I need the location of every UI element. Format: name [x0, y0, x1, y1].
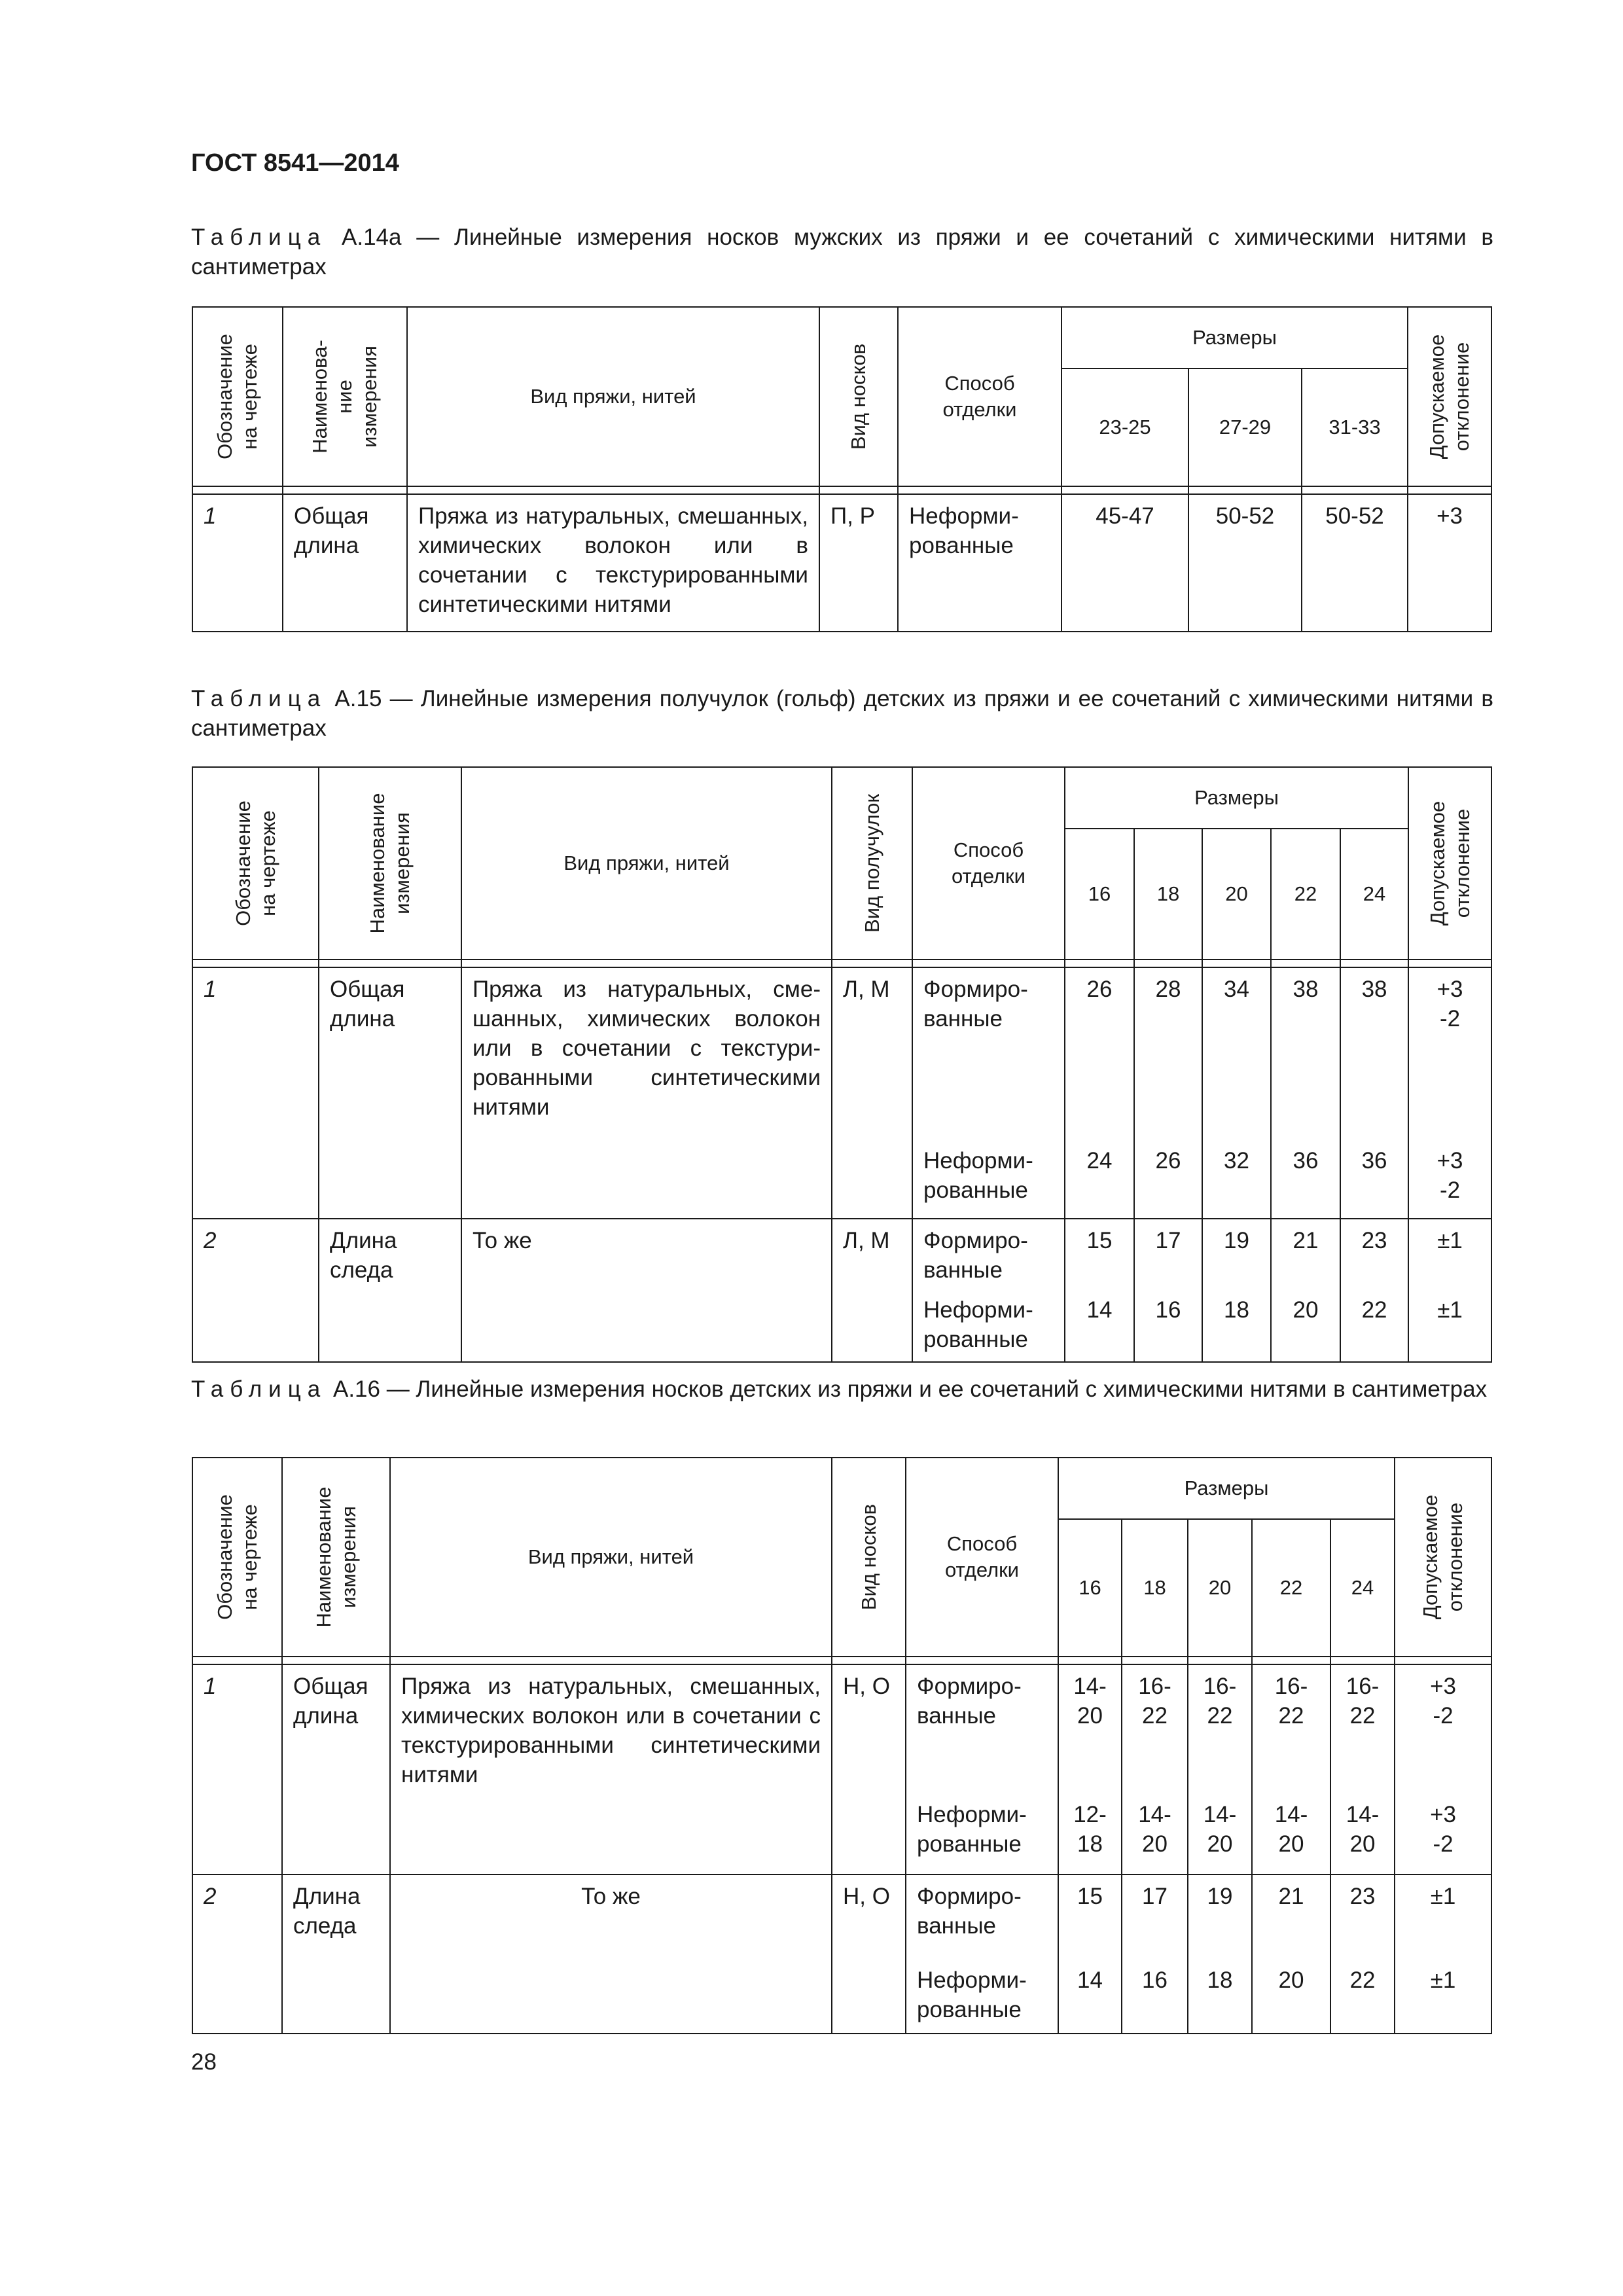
header-tolerance: Допускаемое отклонение: [1395, 1458, 1491, 1657]
size-value: 16- 22 14- 20: [1330, 1664, 1395, 1874]
header-yarn: Вид пряжи, нитей: [390, 1458, 832, 1657]
size-value: 50-52: [1188, 494, 1302, 632]
finish-method: Формиро- ванные Неформи- рованные: [906, 1664, 1058, 1874]
size-value: 45-47: [1061, 494, 1188, 632]
header-sizes: Размеры: [1061, 307, 1408, 368]
size-value: 38 36: [1271, 967, 1340, 1219]
finish-method: Формиро- ванные Неформи- рованные: [906, 1874, 1058, 2034]
finish-method: Неформи- рованные: [898, 494, 1061, 632]
header-yarn: Вид пряжи, нитей: [461, 767, 832, 960]
sock-type: П, Р: [819, 494, 898, 632]
size-header: 24: [1340, 829, 1408, 960]
header-name: Наименование измерения: [319, 767, 461, 960]
size-header: 20: [1188, 1519, 1252, 1657]
table-14a: [192, 306, 1492, 632]
table-15-caption: [191, 684, 1493, 743]
header-type: Вид получулок: [832, 767, 912, 960]
halfhose-type: Л, М: [832, 967, 912, 1219]
size-header: 18: [1122, 1519, 1188, 1657]
table-14a-caption: [191, 223, 1493, 281]
size-value: 15 14: [1065, 1219, 1134, 1362]
size-header: 18: [1134, 829, 1202, 960]
finish-method: Формиро- ванные Неформи- рованные: [912, 1219, 1065, 1362]
size-value: 19 18: [1202, 1219, 1271, 1362]
size-header: 16: [1065, 829, 1134, 960]
tolerance-value: +3 -2 +3 -2: [1408, 967, 1491, 1219]
row-number: 2: [192, 1874, 282, 2034]
size-header: 16: [1058, 1519, 1122, 1657]
size-header: 31-33: [1302, 368, 1408, 486]
sock-type: Н, О: [832, 1664, 906, 1874]
header-finish: Способ отделки: [906, 1458, 1058, 1657]
header-yarn: Вид пряжи, нитей: [407, 307, 819, 486]
size-value: 21 20: [1271, 1219, 1340, 1362]
header-name: Наименова- ние измерения: [283, 307, 407, 486]
tolerance-value: ±1 ±1: [1408, 1219, 1491, 1362]
table-16: [192, 1457, 1492, 2034]
yarn-type: Пряжа из натуральных, смешанных, химических волокон или в сочетании с текстурированными синтетическими нитями: [461, 967, 832, 1219]
size-header: 24: [1330, 1519, 1395, 1657]
document-header: ГОСТ 8541—2014: [191, 149, 399, 177]
size-header: 23-25: [1061, 368, 1188, 486]
header-designation: Обозначение на чертеже: [192, 1458, 282, 1657]
row-number: 2: [192, 1219, 319, 1362]
row-number: 1: [192, 967, 319, 1219]
measurement-name: Общая длина: [282, 1664, 390, 1874]
size-value: 23 22: [1330, 1874, 1395, 2034]
size-header: 22: [1252, 1519, 1330, 1657]
header-tolerance: Допускаемое отклонение: [1408, 767, 1491, 960]
size-value: 14- 20 12- 18: [1058, 1664, 1122, 1874]
header-type: Вид носков: [832, 1458, 906, 1657]
page-number: 28: [191, 2049, 217, 2075]
size-value: 17 16: [1122, 1874, 1188, 2034]
header-tolerance: Допускаемое отклонение: [1408, 307, 1491, 486]
size-value: 50-52: [1302, 494, 1408, 632]
header-sizes: Размеры: [1058, 1458, 1395, 1519]
table-16-caption: [191, 1374, 1493, 1404]
size-value: 28 26: [1134, 967, 1202, 1219]
caption-label: Таблица: [191, 686, 327, 711]
size-value: 34 32: [1202, 967, 1271, 1219]
size-header: 27-29: [1188, 368, 1302, 486]
halfhose-type: Л, М: [832, 1219, 912, 1362]
yarn-type: То же: [390, 1874, 832, 2034]
size-header: 20: [1202, 829, 1271, 960]
header-sizes: Размеры: [1065, 767, 1408, 829]
header-designation: Обозначение на чертеже: [192, 307, 283, 486]
header-finish: Способ отделки: [912, 767, 1065, 960]
header-name: Наименование измерения: [282, 1458, 390, 1657]
caption-text: А.14а — Линейные измерения носков мужских из пряжи и ее сочетаний с химическими нитями в сантиметрах: [191, 224, 1493, 279]
tolerance-value: ±1 ±1: [1395, 1874, 1491, 2034]
size-value: 16- 22 14- 20: [1252, 1664, 1330, 1874]
row-number: 1: [192, 1664, 282, 1874]
size-header: 22: [1271, 829, 1340, 960]
size-value: 16- 22 14- 20: [1122, 1664, 1188, 1874]
yarn-type: То же: [461, 1219, 832, 1362]
size-value: 17 16: [1134, 1219, 1202, 1362]
measurement-name: Общая длина: [283, 494, 407, 632]
header-finish: Способ отделки: [898, 307, 1061, 486]
tolerance-value: +3 -2 +3 -2: [1395, 1664, 1491, 1874]
size-value: 19 18: [1188, 1874, 1252, 2034]
size-value: 26 24: [1065, 967, 1134, 1219]
size-value: 21 20: [1252, 1874, 1330, 2034]
measurement-name: Общая длина: [319, 967, 461, 1219]
caption-label: Таблица: [191, 1376, 327, 1402]
sock-type: Н, О: [832, 1874, 906, 2034]
yarn-type: Пряжа из натуральных, смешанных, химических волокон или в сочетании с текстурированными синтетическими нитями: [390, 1664, 832, 1874]
caption-text: А.16 — Линейные измерения носков детских из пряжи и ее сочетаний с химическими нитями в сантиметрах: [332, 1376, 1488, 1402]
size-value: 16- 22 14- 20: [1188, 1664, 1252, 1874]
finish-method: Формиро- ванные Неформи- рованные: [912, 967, 1065, 1219]
header-type: Вид носков: [819, 307, 898, 486]
yarn-type: Пряжа из натуральных, смешанных, химических волокон или в сочетании с текстурированными синтетическими нитями: [407, 494, 819, 632]
size-value: 15 14: [1058, 1874, 1122, 2034]
size-value: 23 22: [1340, 1219, 1408, 1362]
caption-text: А.15 — Линейные измерения получулок (гольф) детских из пряжи и ее сочетаний с химическими нитями в сантиметрах: [191, 686, 1493, 741]
row-number: 1: [192, 494, 283, 632]
caption-label: Таблица: [191, 224, 327, 250]
header-designation: Обозначение на чертеже: [192, 767, 319, 960]
measurement-name: Длина следа: [282, 1874, 390, 2034]
size-value: 38 36: [1340, 967, 1408, 1219]
table-15: [192, 766, 1492, 1363]
tolerance-value: +3: [1408, 494, 1491, 632]
measurement-name: Длина следа: [319, 1219, 461, 1362]
